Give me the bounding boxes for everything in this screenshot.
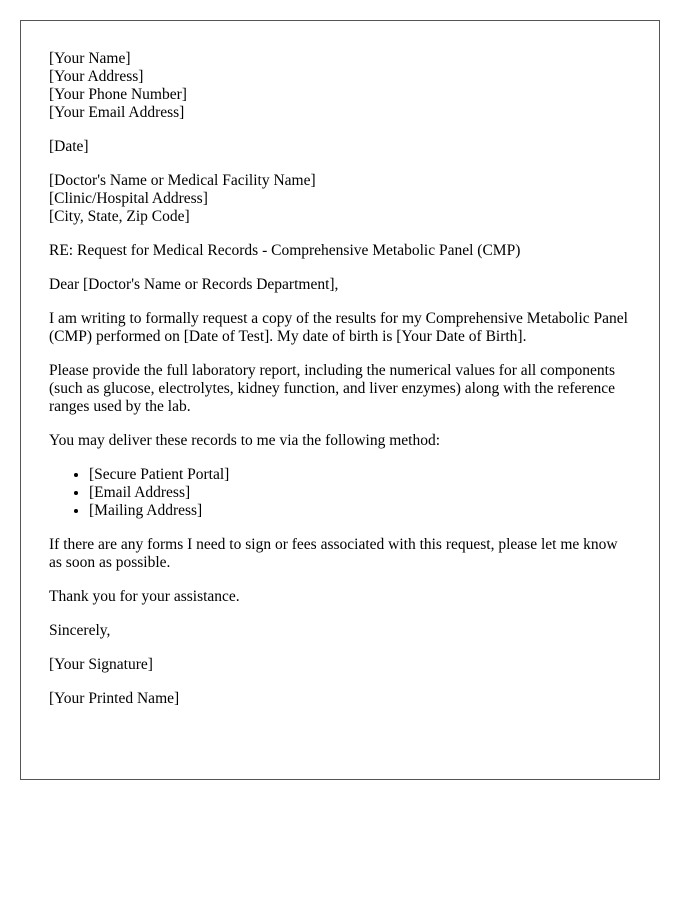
closing-paragraph-1: If there are any forms I need to sign or fees associated with this request, please let me know as soon as possible. (49, 536, 618, 571)
letter-page (20, 20, 660, 780)
sender-name: [Your Name] (49, 50, 131, 67)
recipient-city: [City, State, Zip Code] (49, 208, 190, 225)
signoff: Sincerely, (49, 622, 111, 639)
recipient-address: [Clinic/Hospital Address] (49, 190, 208, 207)
printed-name: [Your Printed Name] (49, 690, 180, 707)
delivery-methods-list (49, 466, 631, 520)
sender-block (49, 50, 631, 122)
sender-email: [Your Email Address] (49, 104, 185, 121)
list-item: • [Email Address] (89, 484, 631, 502)
list-item: • [Secure Patient Portal] (89, 466, 631, 484)
letter-date: [Date] (49, 138, 89, 155)
subject-line: RE: Request for Medical Records - Comprehensive Metabolic Panel (CMP) (49, 242, 521, 259)
body-paragraph-1: I am writing to formally request a copy of the results for my Comprehensive Metabolic Panel (CMP) performed on [Date of Test]. My date of birth is [Your Date of Birth]. (49, 310, 628, 345)
closing-paragraph-2: Thank you for your assistance. (49, 588, 240, 605)
sender-address: [Your Address] (49, 68, 144, 85)
recipient-name: [Doctor's Name or Medical Facility Name] (49, 172, 316, 189)
body-paragraph-3: You may deliver these records to me via the following method: (49, 432, 441, 449)
body-paragraph-2: Please provide the full laboratory report, including the numerical values for all components (such as glucose, electrolytes, kidney function, and liver enzymes) along with the reference ranges used by the lab. (49, 362, 616, 415)
recipient-block (49, 172, 631, 226)
sender-phone: [Your Phone Number] (49, 86, 187, 103)
salutation: Dear [Doctor's Name or Records Department], (49, 276, 339, 293)
list-item: • [Mailing Address] (89, 502, 631, 520)
date-block (49, 138, 631, 156)
signature: [Your Signature] (49, 656, 153, 673)
